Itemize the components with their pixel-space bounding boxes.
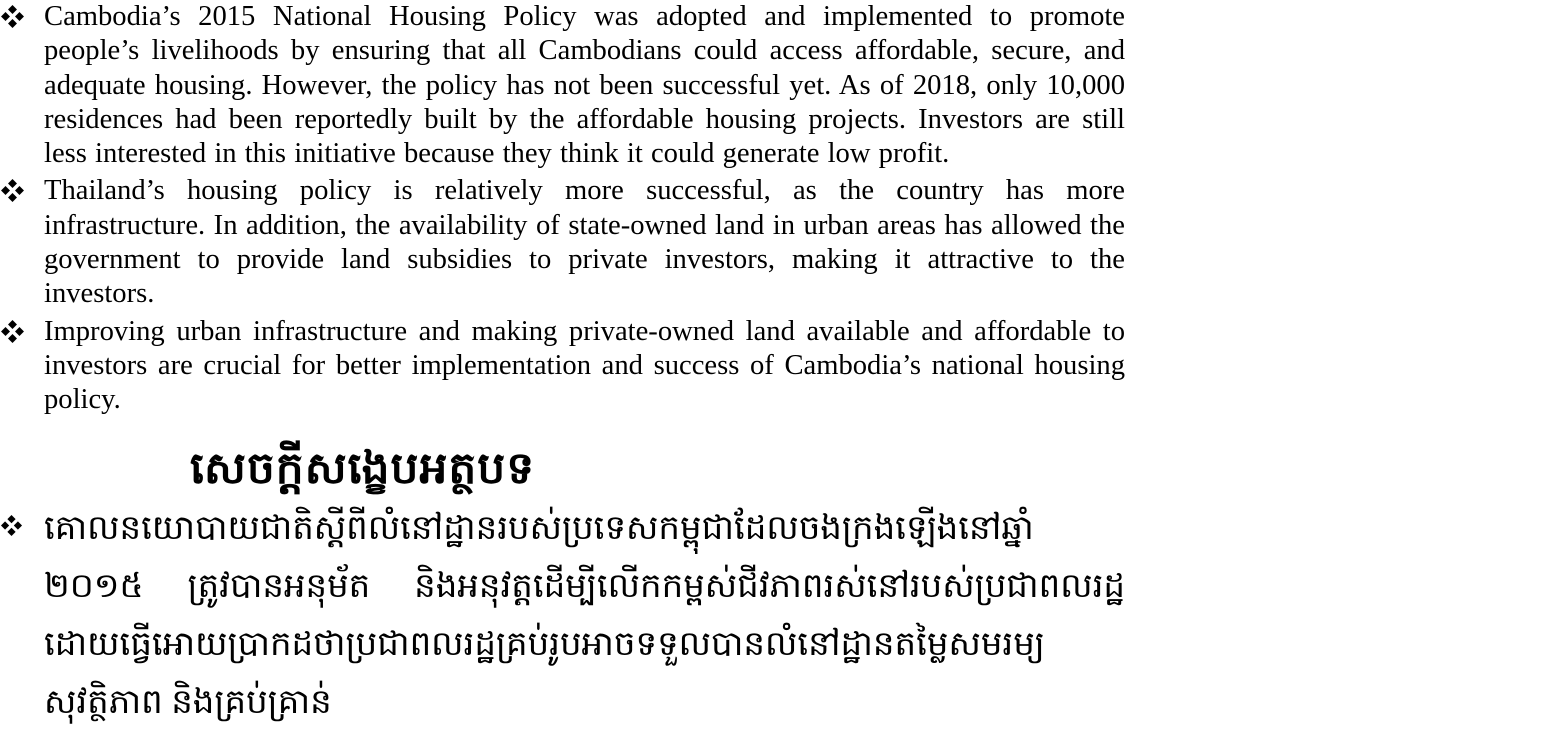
khmer-bullet-list [0,500,1125,732]
english-bullet-item-3 [0,315,1125,418]
english-bullet-text: Thailand’s housing policy is relatively more successful, as the country has more infrastructure. In addition, the availability of state-owned land in urban areas has allowed the government to provide land subsidies to private investors, making it attractive to the investors. [44,175,1125,310]
four-diamond-bullet-icon [0,178,25,203]
khmer-bullet-item-1 [0,500,1125,732]
four-diamond-bullet-icon [0,319,25,344]
four-diamond-bullet-icon [0,514,23,537]
khmer-bullet-text: គោលនយោបាយជាតិស្តីពីលំនៅដ្ឋានរបស់ប្រទេសកម្ពុជាដែលចងក្រងឡើងនៅឆ្នាំ ២០១៥ ត្រូវបានអនុម័ត និងអនុវត្តដើម្បីលើកកម្ពស់ជីវភាពរស់នៅរបស់ប្រជាពលរដ្ឋ ដោយធ្វើអោយប្រាកដថាប្រជាពលរដ្ឋគ្រប់រូបអាចទទួលបានលំនៅដ្ឋានតម្លៃសមរម្យ សុវត្ថិភាព និងគ្រប់គ្រាន់ [44,509,1125,721]
english-bullet-item-2 [0,174,1125,311]
khmer-section-heading: សេចក្តីសង្ខេបអត្ថបទ [190,443,536,493]
english-bullet-item-1 [0,0,1125,171]
english-bullet-text: Cambodia’s 2015 National Housing Policy was adopted and implemented to promote people’s livelihoods by ensuring that all Cambodians could access affordable, secure, and adequate housing. However, the policy has not been successful yet. As of 2018, only 10,000 residences had been reportedly built by the affordable housing projects. Investors are still less interested in this initiative because they think it could generate low profit. [44,1,1125,170]
english-bullet-text: Improving urban infrastructure and making private-owned land available and affordable to investors are crucial for better implementation and success of Cambodia’s national housing policy. [44,315,1125,416]
four-diamond-bullet-icon [0,4,25,29]
english-bullet-list [0,0,1125,418]
